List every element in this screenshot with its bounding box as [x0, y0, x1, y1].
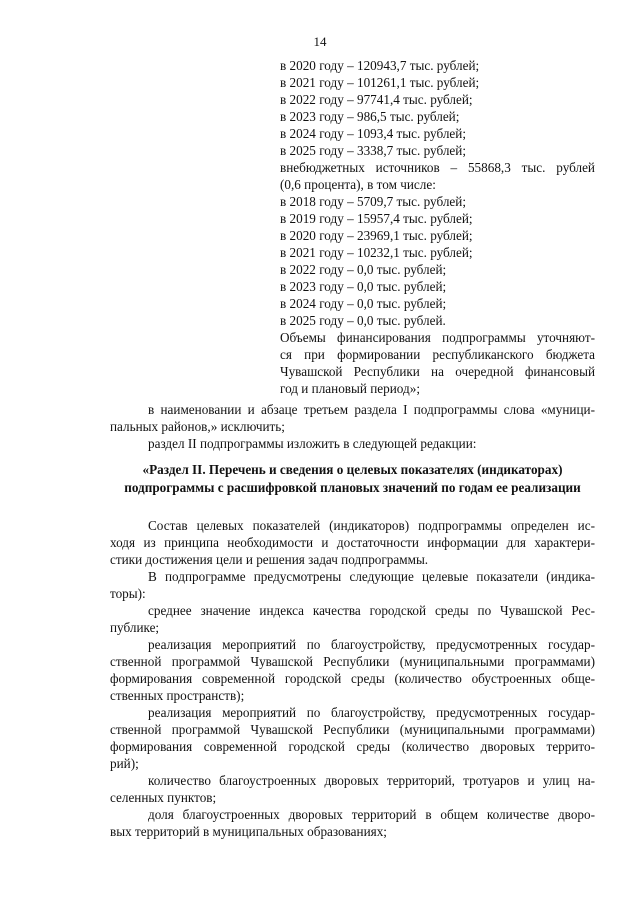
note-line: год и плановый период»;: [280, 381, 420, 396]
amendment-block: [110, 401, 595, 452]
extra-source-line: (0,6 процента), в том числе:: [280, 177, 436, 192]
paragraph-line: среднее значение индекса качества городской среды по Чувашской Рес-: [148, 603, 595, 618]
paragraph-line: В подпрограмме предусмотрены следующие целевые показатели (индика-: [148, 569, 595, 584]
section-heading-line: подпрограммы с расшифровкой плановых значений по годам ее реализации: [124, 480, 581, 495]
paragraph-line: формирования современной городской среды (количество дворовых террито-: [110, 739, 595, 754]
financing-line: в 2024 году – 1093,4 тыс. рублей;: [280, 126, 466, 141]
extra-financing-line: в 2022 году – 0,0 тыс. рублей;: [280, 262, 447, 277]
extra-financing-line: в 2024 году – 0,0 тыс. рублей;: [280, 296, 447, 311]
extra-financing-line: в 2025 году – 0,0 тыс. рублей.: [280, 313, 446, 328]
financing-line: в 2025 году – 3338,7 тыс. рублей;: [280, 143, 466, 158]
extra-financing-line: в 2020 году – 23969,1 тыс. рублей;: [280, 228, 473, 243]
extra-financing-line: в 2021 году – 10232,1 тыс. рублей;: [280, 245, 473, 260]
page-number: 14: [313, 34, 327, 49]
paragraph-line: Состав целевых показателей (индикаторов) подпрограммы определен ис-: [148, 518, 595, 533]
financing-line: в 2022 году – 97741,4 тыс. рублей;: [280, 92, 473, 107]
paragraph-line: ходя из принципа необходимости и достаточности информации для характери-: [110, 535, 595, 550]
paragraph-line: ственных пространств);: [110, 688, 245, 703]
paragraph-line: ственной программой Чувашской Республики (муниципальными программами): [110, 722, 595, 737]
paragraph-line: вых территорий в муниципальных образованиях;: [110, 824, 387, 839]
financing-line: в 2023 году – 986,5 тыс. рублей;: [280, 109, 460, 124]
paragraph-line: торы):: [110, 586, 146, 601]
paragraph-line: реализация мероприятий по благоустройству, предусмотренных государ-: [148, 705, 595, 720]
amendment-line: раздел II подпрограммы изложить в следующей редакции:: [148, 436, 477, 451]
note-line: Объемы финансирования подпрограммы уточняют-: [280, 330, 595, 345]
financing-line: в 2021 году – 101261,1 тыс. рублей;: [280, 75, 480, 90]
extra-source-line: внебюджетных источников – 55868,3 тыс. рублей: [280, 160, 595, 175]
financing-line: в 2020 году – 120943,7 тыс. рублей;: [280, 58, 480, 73]
section-heading-line: «Раздел II. Перечень и сведения о целевых показателях (индикаторах): [142, 462, 563, 477]
paragraph-line: стики достижения цели и решения задач подпрограммы.: [110, 552, 429, 567]
paragraph-line: формирования современной городской среды (количество обустроенных обще-: [110, 671, 595, 686]
paragraph-line: рий);: [110, 756, 139, 771]
financing-block: [280, 57, 595, 397]
paragraph-line: количество благоустроенных дворовых территорий, тротуаров и улиц на-: [148, 773, 595, 788]
section-heading: [110, 461, 595, 497]
paragraph-line: доля благоустроенных дворовых территорий в общем количестве дворо-: [148, 807, 595, 822]
extra-financing-line: в 2018 году – 5709,7 тыс. рублей;: [280, 194, 466, 209]
note-line: Чувашской Республики на очередной финансовый: [280, 364, 595, 379]
note-line: ся при формировании республиканского бюджета: [280, 347, 595, 362]
paragraph-line: ственной программой Чувашской Республики (муниципальными программами): [110, 654, 595, 669]
section-body: [110, 517, 595, 840]
extra-financing-line: в 2019 году – 15957,4 тыс. рублей;: [280, 211, 473, 226]
extra-financing-line: в 2023 году – 0,0 тыс. рублей;: [280, 279, 447, 294]
paragraph-line: публике;: [110, 620, 160, 635]
amendment-line: пальных районов,» исключить;: [110, 419, 285, 434]
paragraph-line: реализация мероприятий по благоустройству, предусмотренных государ-: [148, 637, 595, 652]
amendment-line: в наименовании и абзаце третьем раздела I подпрограммы слова «муници-: [148, 402, 595, 417]
paragraph-line: селенных пунктов;: [110, 790, 217, 805]
